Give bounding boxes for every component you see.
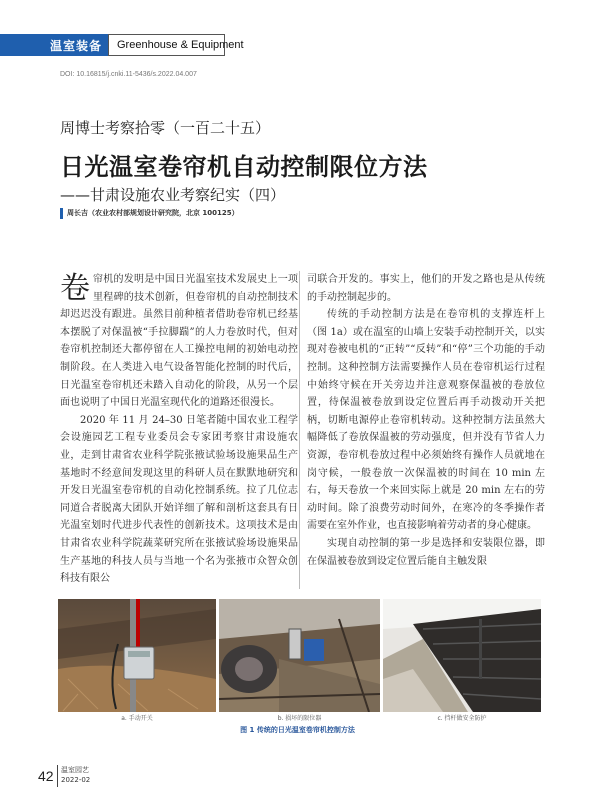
paragraph xyxy=(60,271,298,412)
footer-magazine xyxy=(61,765,90,785)
photo-manual-switch xyxy=(58,599,216,712)
article-subtitle: ——甘肃设施农业考察纪实（四） xyxy=(60,186,286,204)
body-column-left xyxy=(60,271,298,588)
page-number: 42 xyxy=(38,768,54,784)
section-label-en: Greenhouse & Equipment xyxy=(117,39,244,51)
author-line: 周长吉（农业农村部规划设计研究院，北京 100125） xyxy=(67,209,239,217)
paragraph: 司联合开发的。事实上，他们的开发之路也是从传统的手动控制起步的。 xyxy=(307,274,545,303)
column-divider xyxy=(299,271,300,589)
paragraph: 实现自动控制的第一步是选择和安装限位器，即在保温被卷放到设定位置后能自主触发限 xyxy=(307,537,545,567)
caption-a: a. 手动开关 xyxy=(121,715,153,722)
footer-divider xyxy=(57,765,58,787)
section-label-cn: 温室装备 xyxy=(50,39,103,53)
paragraph: 传统的手动控制方法是在卷帘机的支撑连杆上（图 1a）或在温室的山墙上安装手动控制开关，以实现对卷被电机的“正转”“反转”和“停”三个功能的手动控制。这种控制方法需要操作人员在卷帘机运行过程中始终守候在开关旁边并注意观察保温被的卷放位置，待保温被卷放到设定位置后再手动拨动开关把柄，切断电源停止卷帘机转动。这种控制方法虽然大幅降低了卷放保温被的劳动强度，但并没有节省人力资源，卷帘机卷放过程中必须始终有操作人员就地在岗守候，一般卷放一次保温被的时间在 10 min 左右，每天卷放一个来回实际上就是 20 min 左右的劳动时间。除了浪费劳动时间外，在寒冷的冬季操作者需要在室外作业，也直接影响着劳动者的身心健康。 xyxy=(307,309,545,532)
photo-broken-limiter xyxy=(219,599,380,712)
magazine-name: 温室园艺 xyxy=(61,766,89,774)
series-title: 周博士考察拾零（一百二十五） xyxy=(60,119,271,137)
doi-line: DOI: 10.16815/j.cnki.11-5436/s.2022.04.007 xyxy=(60,71,197,78)
section-header xyxy=(0,34,244,56)
caption-c: c. 挡杆做安全防护 xyxy=(437,715,487,722)
figure-title: 图 1 传统的日光温室卷帘机控制方法 xyxy=(240,726,355,734)
caption-b: b. 损坏的限位器 xyxy=(277,715,322,722)
issue-number: 2022-02 xyxy=(61,776,91,784)
body-column-right xyxy=(307,271,545,570)
paragraph-text: 帘机的发明是中国日光温室技术发展史上一项里程碑的技术创新，但卷帘机的自动控制技术却迟迟没有跟进。虽然目前种植者借助卷帘机已经基本摆脱了对保温被“手拉脚踹”的人力卷放时代，但对卷帘机控制还大都停留在人工操控电闸的初始电动控制阶段。在人类进入电气设备智能化控制的时代后，日光温室卷帘机还未踏入自动化的阶段，从另一个层面也说明了中国日光温室现代化的道路还很漫长。 xyxy=(60,274,298,409)
dropcap: 卷 xyxy=(60,271,90,306)
author-marker xyxy=(60,208,63,219)
photo-safety-barrier xyxy=(383,599,541,712)
article-title: 日光温室卷帘机自动控制限位方法 xyxy=(60,153,428,181)
section-tag-en xyxy=(108,34,244,56)
paragraph: 2020 年 11 月 24–30 日笔者随中国农业工程学会设施园艺工程专业委员会专家团考察甘肃设施农业，走到甘肃省农业科学院张掖试验场设施果品生产基地时不经意间发现这里的科研人员在默默地研究和开发日光温室卷帘机的自动化控制系统。拉了几位志同道合者脱离大团队开始详细了解和剖析这套具有日光温室划时代进步代表性的创新技术。这项技术是由甘肃省农业科学院蔬菜研究所在张掖试验场设施果品生产基地的科技人员与当地一个名为张掖市众智众创科技有限公 xyxy=(60,414,298,585)
section-tag-cn xyxy=(0,34,108,56)
